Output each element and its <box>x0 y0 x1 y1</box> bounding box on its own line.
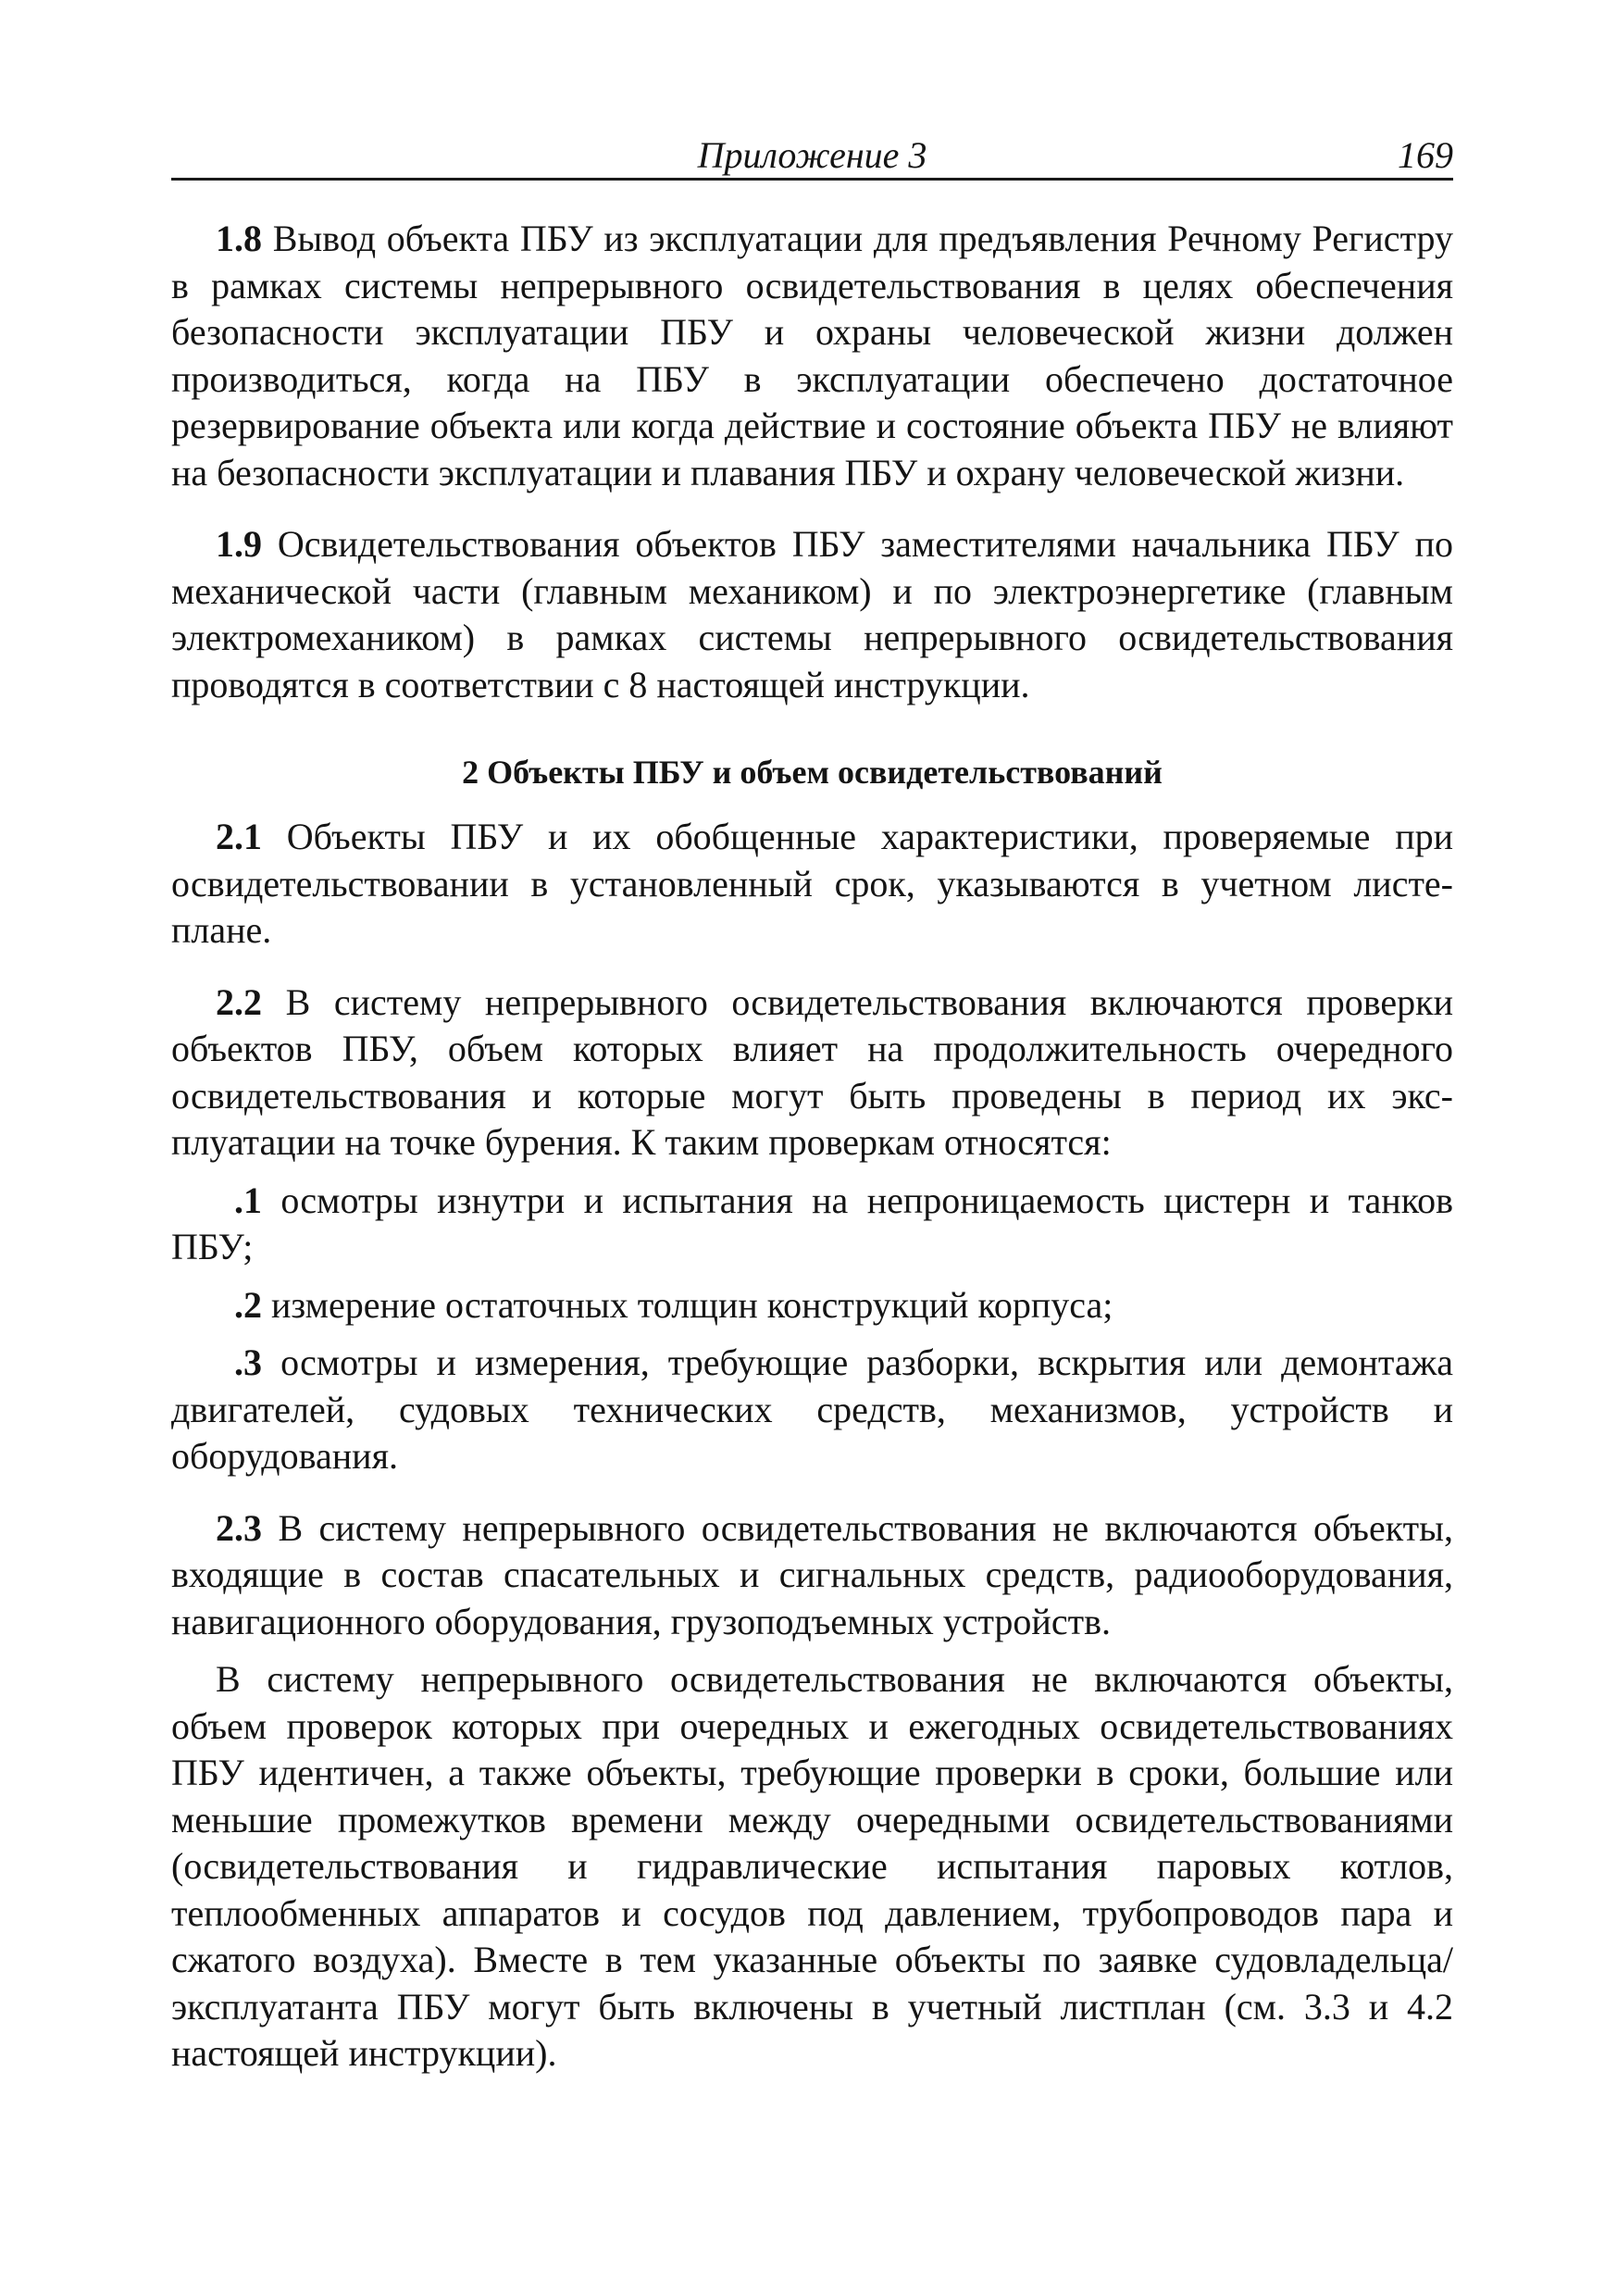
list-item-number: .3 <box>234 1341 262 1383</box>
paragraph-text: Объекты ПБУ и их обобщенные характеристики, проверяемые при освидетельствовании в установленный срок, указываются в учетном листе-плане. <box>171 816 1454 951</box>
section-heading: 2 Объекты ПБУ и объем освидетельствований <box>462 754 1163 791</box>
list-item-number: .2 <box>234 1283 262 1326</box>
paragraph-1-9 <box>171 521 1453 708</box>
header-title: Приложение 3 <box>697 134 927 176</box>
paragraph-text: Вывод объекта ПБУ из эксплуатации для предъявления Речному Регистру в рамках системы непрерывного освидетельствования в целях обеспечения безопасности эксплуатации ПБУ и охраны человеческой жизни должен производиться, когда на ПБУ в эксплуатации обеспечено достаточное резервирование объекта или когда действие и состояние объекта ПБУ не влияют на безопасности эксплуатации и плавания ПБУ и охрану человеческой жизни. <box>171 218 1454 493</box>
document-page <box>171 130 1453 2078</box>
page-number: 169 <box>1398 134 1453 176</box>
paragraph-2-3-continued: В систему непрерывного освидетельствования не включаются объекты, объем проверок которых при очередных и ежегодных освидетельствованиях ПБУ идентичен, а также объекты, требующие проверки в сроки, большие или меньшие промежутков времени между очередными освидетельствованиями (освидетельствования и гидравлические испытания паровых котлов, теплообменных аппаратов и сосудов под давлением, трубопроводов пара и сжатого воздуха). Вместе в тем указанные объекты по заявке судовладельца/эксплуатанта ПБУ могут быть включены в учетный листплан (см. 3.3 и 4.2 настоящей инструкции). <box>171 1658 1453 2074</box>
paragraph-text: В систему непрерывного освидетельствования включаются проверки объектов ПБУ, объем которых влияет на продолжительность очередного освидетельствования и которые могут быть проведены в период их эксплуатации на точке бурения. К таким проверкам относятся: <box>171 980 1453 1163</box>
list-item-3 <box>171 1340 1453 1480</box>
list-item-text: осмотры изнутри и испытания на непроницаемость цистерн и танков ПБУ; <box>171 1179 1454 1267</box>
paragraph-2-2 <box>171 980 1453 1167</box>
paragraph-text: В систему непрерывного освидетельствования не включаются объекты, входящие в состав спасательных и сигнальных средств, радиооборудования, навигационного оборудования, грузоподъемных устройств. <box>171 1506 1454 1642</box>
list-item-2 <box>171 1282 1453 1329</box>
paragraph-text: Освидетельствования объектов ПБУ заместителями начальника ПБУ по механической части (главным механиком) и по электроэнергетике (главным электромехаником) в рамках системы непрерывного освидетельствования проводятся в соответствии с 8 настоящей инструкции. <box>171 523 1453 705</box>
paragraph-number: 2.1 <box>216 816 262 857</box>
paragraph-1-8 <box>171 216 1453 496</box>
paragraph-number: 2.2 <box>216 980 262 1023</box>
running-header <box>171 130 1453 181</box>
list-item-text: измерение остаточных толщин конструкций корпуса; <box>271 1283 1113 1326</box>
paragraph-2-3 <box>171 1505 1453 1646</box>
list-item-number: .1 <box>234 1179 262 1221</box>
paragraph-number: 2.3 <box>216 1506 262 1549</box>
page-content <box>171 216 1453 2078</box>
paragraph-2-1 <box>171 814 1453 955</box>
list-item-1 <box>171 1178 1453 1271</box>
paragraph-number: 1.9 <box>216 523 262 565</box>
paragraph-number: 1.8 <box>216 218 262 259</box>
list-item-text: осмотры и измерения, требующие разборки, вскрытия или демонтажа двигателей, судовых технических средств, механизмов, устройств и оборудования. <box>171 1341 1454 1477</box>
